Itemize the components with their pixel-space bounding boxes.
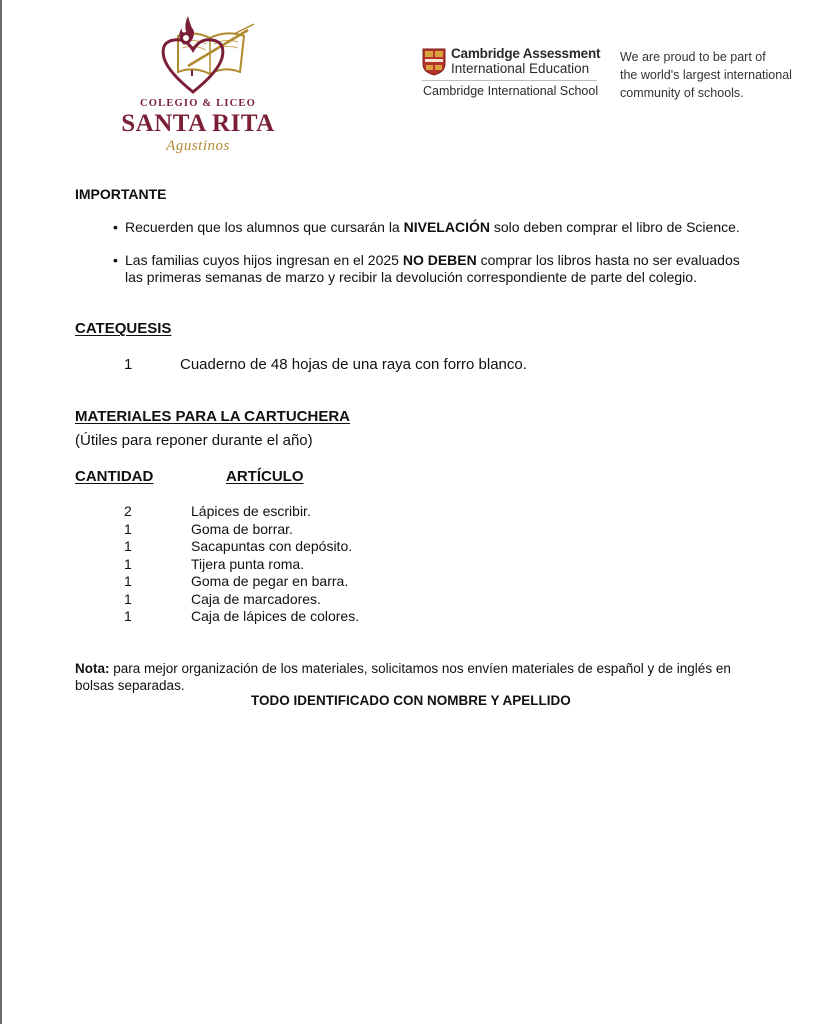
proud-line: community of schools. bbox=[620, 86, 744, 100]
heart-book-emblem-icon bbox=[148, 14, 258, 94]
importante-bullet-2: Las familias cuyos hijos ingresan en el 2025 NO DEBEN comprar los libros hasta no ser evaluados bbox=[125, 252, 740, 268]
nota-label: Nota: bbox=[75, 661, 110, 676]
proud-line: the world's largest international bbox=[620, 68, 792, 82]
importante-bullet-2-line2: las primeras semanas de marzo y recibir la devolución correspondiente de parte del colegio. bbox=[125, 269, 697, 285]
school-logo-name: SANTA RITA bbox=[121, 110, 275, 137]
importante-heading: IMPORTANTE bbox=[75, 186, 167, 202]
footer-identificado: TODO IDENTIFICADO CON NOMBRE Y APELLIDO bbox=[251, 693, 571, 708]
list-item: Caja de lápices de colores. bbox=[191, 608, 360, 624]
catequesis-item: Cuaderno de 48 hojas de una raya con forro blanco. bbox=[180, 356, 527, 373]
school-logo-tagline: Agustinos bbox=[166, 138, 230, 154]
list-item-qty: 1 bbox=[124, 608, 132, 624]
santa-rita-logo bbox=[108, 14, 288, 164]
list-item-qty: 1 bbox=[124, 573, 132, 589]
list-item: Goma de borrar. bbox=[191, 520, 293, 537]
cartuchera-heading: MATERIALES PARA LA CARTUCHERA bbox=[75, 408, 350, 425]
column-header-item: ARTÍCULO bbox=[226, 468, 304, 485]
list-item-qty: 2 bbox=[124, 503, 132, 519]
cambridge-divider bbox=[422, 80, 597, 81]
nota-line2: bolsas separadas. bbox=[75, 678, 185, 693]
list-item-qty: 1 bbox=[124, 520, 132, 537]
list-item: Caja de marcadores. bbox=[191, 590, 321, 607]
bullet-icon: • bbox=[113, 219, 118, 235]
list-item: Lápices de escribir. bbox=[191, 503, 311, 519]
cambridge-crest-icon bbox=[422, 48, 446, 76]
cambridge-proud-text bbox=[620, 48, 792, 102]
list-item-qty: 1 bbox=[124, 590, 132, 607]
list-item: Sacapuntas con depósito. bbox=[191, 538, 353, 554]
proud-line: We are proud to be part of bbox=[620, 50, 766, 64]
cartuchera-subheading: (Útiles para reponer durante el año) bbox=[75, 432, 313, 449]
list-item-qty: 1 bbox=[124, 555, 132, 572]
nota-line1: Nota: para mejor organización de los materiales, solicitamos nos envíen materiales de español y de inglés en bbox=[75, 661, 731, 676]
column-header-qty: CANTIDAD bbox=[75, 468, 154, 485]
list-item: Tijera punta roma. bbox=[191, 555, 305, 572]
cambridge-school-label: Cambridge International School bbox=[423, 84, 599, 98]
catequesis-qty: 1 bbox=[124, 356, 133, 373]
page-left-border bbox=[0, 0, 2, 1024]
importante-bullet-1: Recuerden que los alumnos que cursarán la NIVELACIÓN solo deben comprar el libro de Science. bbox=[125, 219, 740, 235]
list-item-qty: 1 bbox=[124, 538, 132, 554]
list-item: Goma de pegar en barra. bbox=[191, 573, 349, 589]
cambridge-title bbox=[451, 46, 600, 76]
cambridge-title-line2: International Education bbox=[451, 61, 590, 76]
bullet-icon: • bbox=[113, 252, 118, 268]
school-logo-line1: COLEGIO & LICEO bbox=[139, 98, 257, 109]
catequesis-heading: CATEQUESIS bbox=[75, 320, 172, 337]
cambridge-title-line1: Cambridge Assessment bbox=[451, 46, 601, 61]
